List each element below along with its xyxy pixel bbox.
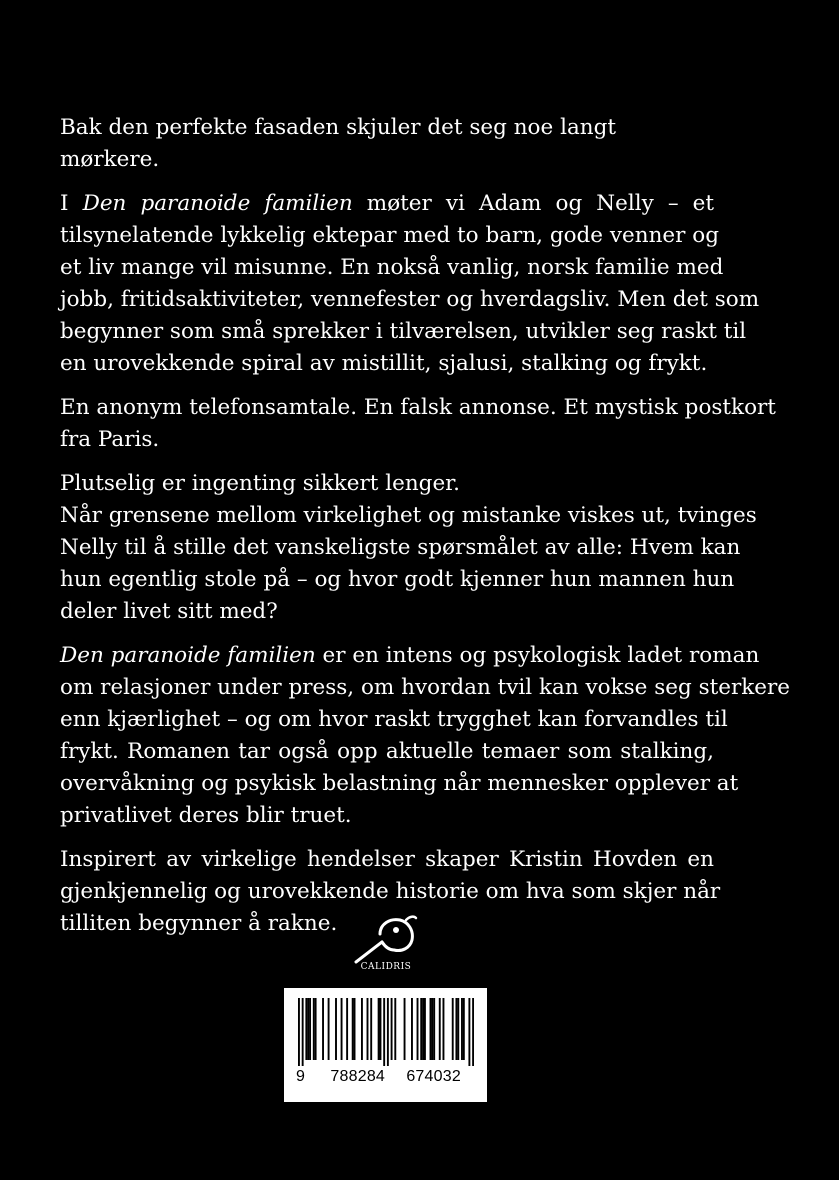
barcode-bar — [313, 998, 315, 1060]
blurb-line: hun egentlig stole på – og hvor godt kjenner hun mannen hun — [60, 567, 735, 592]
book-title-italic: Den paranoide familien — [82, 191, 353, 216]
barcode-bar — [346, 998, 348, 1060]
barcode-bar — [417, 998, 419, 1060]
barcode-bar — [354, 998, 356, 1060]
barcode-bar — [463, 998, 465, 1060]
blurb-paragraph-5 — [60, 640, 791, 832]
blurb-line: om relasjoner under press, om hvordan tvil kan vokse seg sterkere — [60, 675, 791, 700]
barcode-bar — [391, 998, 393, 1060]
barcode-bar — [341, 998, 343, 1060]
blurb-line: Inspirert av virkelige hendelser skaper Kristin Hovden en — [60, 847, 714, 872]
blurb-line: frykt. Romanen tar også opp aktuelle temaer som stalking, — [60, 739, 714, 764]
barcode-bar — [424, 998, 426, 1060]
blurb-line: tilsynelatende lykkelig ektepar med to barn, gode venner og — [60, 223, 719, 248]
barcode-bar — [461, 998, 463, 1060]
blurb-line: gjenkjennelig og urovekkende historie om hva som skjer når — [60, 879, 721, 904]
blurb-line: Bak den perfekte fasaden skjuler det seg noe langt mørkere. — [60, 115, 617, 172]
text-fragment: er en intens og psykologisk ladet roman — [315, 643, 760, 668]
barcode-bar — [387, 998, 389, 1066]
blurb-line: et liv mange vil misunne. En nokså vanlig, norsk familie med — [60, 255, 724, 280]
barcode-bar — [322, 998, 324, 1060]
blurb-line: Når grensene mellom virkelighet og mistanke viskes ut, tvinges — [60, 503, 757, 528]
barcode-bar — [455, 998, 457, 1060]
blurb-line: privatlivet deres blir truet. — [60, 803, 352, 828]
barcode-bars — [298, 998, 474, 1066]
blurb-line: En anonym telefonsamtale. En falsk annonse. Et mystisk postkort — [60, 395, 776, 420]
blurb-line: overvåkning og psykisk belastning når mennesker opplever at — [60, 771, 739, 796]
barcode-bar — [430, 998, 432, 1060]
barcode-bar — [457, 998, 459, 1060]
back-cover-blurb — [60, 112, 791, 952]
barcode-bar — [431, 998, 433, 1060]
barcode-bar — [309, 998, 311, 1060]
barcode-bar — [352, 998, 354, 1060]
barcode-bar — [378, 998, 380, 1060]
barcode-bar — [307, 998, 309, 1060]
isbn-first-digit: 9 — [296, 1068, 306, 1085]
blurb-paragraph-4 — [60, 468, 757, 628]
blurb-line — [60, 188, 714, 220]
barcode-bar — [361, 998, 363, 1060]
barcode-bar — [468, 998, 470, 1066]
barcode-bar — [420, 998, 422, 1060]
barcode-bar — [411, 998, 413, 1060]
book-title-italic: Den paranoide familien — [60, 643, 316, 668]
blurb-line: tilliten begynner å rakne. — [60, 911, 338, 936]
publisher-logo — [346, 912, 426, 976]
blurb-paragraph-3 — [60, 392, 776, 456]
barcode-bar — [328, 998, 330, 1060]
isbn-barcode — [284, 988, 487, 1102]
barcode-bar — [315, 998, 317, 1060]
blurb-paragraph-2 — [60, 188, 760, 380]
barcode-bar — [433, 998, 435, 1060]
publisher-name: CALIDRIS — [360, 962, 412, 972]
barcode-bar — [298, 998, 300, 1066]
barcode-bar — [404, 998, 406, 1060]
blurb-paragraph-1 — [60, 112, 714, 176]
blurb-line: jobb, fritidsaktiviteter, vennefester og hverdagsliv. Men det som — [60, 287, 760, 312]
blurb-line: begynner som små sprekker i tilværelsen, utvikler seg raskt til — [60, 319, 747, 344]
barcode-bar — [472, 998, 474, 1066]
barcode-bar — [367, 998, 369, 1060]
barcode-bar — [380, 998, 382, 1060]
blurb-line: en urovekkende spiral av mistillit, sjalusi, stalking og frykt. — [60, 351, 708, 376]
blurb-line: fra Paris. — [60, 427, 160, 452]
barcode-bar — [305, 998, 307, 1060]
blurb-line: deler livet sitt med? — [60, 599, 278, 624]
barcode-bar — [302, 998, 304, 1066]
blurb-line: enn kjærlighet – og om hvor raskt trygghet kan forvandles til — [60, 707, 728, 732]
isbn-group-1: 788284 — [330, 1068, 386, 1085]
blurb-line: Plutselig er ingenting sikkert lenger. — [60, 471, 460, 496]
blurb-line: Nelly til å stille det vanskeligste spørsmålet av alle: Hvem kan — [60, 535, 741, 560]
text-fragment: møter vi Adam og Nelly – et — [352, 191, 715, 216]
barcode-bar — [443, 998, 445, 1060]
isbn-number — [296, 1068, 476, 1086]
barcode-bar — [439, 998, 441, 1060]
barcode-bar — [394, 998, 396, 1060]
barcode-bar — [383, 998, 385, 1066]
calidris-bird-logo-icon — [346, 912, 426, 964]
barcode-bar — [335, 998, 337, 1060]
barcode-bar — [452, 998, 454, 1060]
blurb-line — [60, 640, 760, 672]
isbn-group-2: 674032 — [406, 1068, 461, 1085]
barcode-bar — [370, 998, 372, 1060]
barcode-bar — [422, 998, 424, 1060]
text-fragment: I — [60, 191, 83, 216]
